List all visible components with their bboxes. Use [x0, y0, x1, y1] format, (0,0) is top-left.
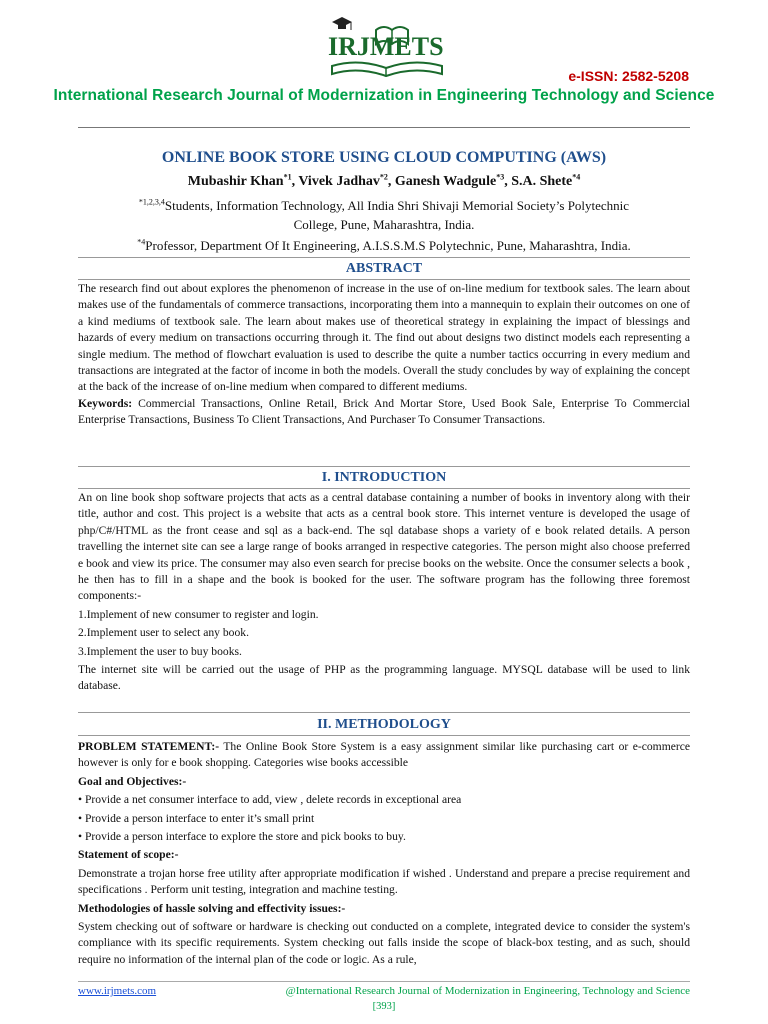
author-mark: *1 — [283, 172, 292, 182]
author-mark: *2 — [379, 172, 388, 182]
affiliation-students: $^{*1,2,3,4}$Students, Information Technology, All India Shri Shivaji Memorial Society’s Polytechnic College, Pune, Maharashtra, India. — [138, 197, 630, 232]
author-name: Mubashir Khan — [187, 174, 284, 189]
problem-label: PROBLEM STATEMENT:- — [78, 740, 220, 753]
header-divider — [78, 127, 690, 128]
scope-label: Statement of scope:- — [78, 848, 179, 862]
list-item: • Provide a person interface to explore the store and pick books to buy. — [78, 830, 406, 844]
affiliation-professor: $^{*4}$Professor, Department Of It Engineering, A.I.S.S.M.S Polytechnic, Pune, Maharashtra, India. — [137, 237, 631, 253]
author-list: Mubashir Khan$^{*1}$, Vivek Jadhav$^{*2}$, Ganesh Wadgule$^{*3}$, S.A. Shete$^{*4}$ — [187, 172, 581, 189]
author-mark: *4 — [572, 172, 581, 182]
list-item: 2.Implement user to select any book. — [78, 626, 249, 640]
author-name: Vivek Jadhav — [298, 174, 380, 189]
abstract-heading: ABSTRACT — [345, 261, 423, 276]
goals-label: Goal and Objectives:- — [78, 774, 187, 788]
author-name: S.A. Shete — [511, 174, 573, 189]
hassle-label: Methodologies of hassle solving and effectivity issues:- — [78, 901, 346, 915]
methodology-body — [78, 739, 690, 968]
website-link[interactable]: www.irjmets.com — [78, 985, 157, 997]
issn: e-ISSN: 2582-5208 — [568, 68, 689, 84]
hassle-text: System checking out of software or hardware is checking out conducted on a complete, integrated device to consider the system's compliance with its specific requirements. System checking out falls inside the scope of black-box testing, and as such, should require no information of the internal plan of the code or logic. As a rule, — [78, 920, 690, 966]
introduction-body — [78, 490, 690, 695]
journal-name: International Research Journal of Modernization in Engineering Technology and Science — [53, 87, 715, 104]
footer-divider — [78, 981, 690, 982]
intro-paragraph: The internet site will be carried out the usage of PHP as the programming language. MYSQL database will be used to link database. — [78, 663, 690, 693]
irjmets-logo — [318, 10, 458, 88]
author-name: Ganesh Wadgule — [394, 174, 497, 189]
intro-paragraph: An on line book shop software projects that acts as a central database containing a number of books in inventory along with their title, author and cost. This project is a website that acts as a central book store. This internet venture is developed the usage of php/C#/HTML as the front cease and sql as a back-end. The sql database shops a variety of e book related details. A person travelling the internet site can see a large range of books arranged in respective categories. The person might also choose preferred e book and view its price. The consumer may also even search for precise books on the website. Once the consumer selects a book , he then has to fill in a shape and the book is booked for the user. The software program has the following three foremost components:- — [78, 491, 690, 603]
methodology-heading: II. METHODOLOGY — [317, 717, 451, 732]
list-item: • Provide a person interface to enter it’s small print — [78, 811, 315, 825]
abstract-rule-top — [78, 257, 690, 258]
introduction-heading: I. INTRODUCTION — [321, 470, 447, 485]
affiliation-mark: *4 — [137, 237, 146, 247]
list-item: 3.Implement the user to buy books. — [78, 644, 242, 658]
keywords-label: Keywords: — [78, 396, 133, 410]
keywords-text: Commercial Transactions, Online Retail, Brick And Mortar Store, Used Book Sale, Enterprise To Commercial Enterprise Transactions, Business To Client Transactions, And Purchaser To Consumer Transactions. — [78, 396, 690, 427]
intro-rule-bottom — [78, 488, 690, 489]
logo-wordmark: IRJMETS — [328, 32, 444, 61]
list-item: 1.Implement of new consumer to register and login. — [78, 607, 319, 621]
keywords — [78, 396, 690, 429]
problem-text: The Online Book Store System is a easy assignment similar like purchasing cart or e-commerce however is only for e book shopping. Categories wise books accessible — [78, 740, 691, 770]
paper-title: ONLINE BOOK STORE USING CLOUD COMPUTING (AWS) — [161, 149, 607, 166]
affiliation-mark: *1,2,3,4 — [138, 197, 165, 207]
method-rule-bottom — [78, 735, 690, 736]
page-number: [393] — [372, 1001, 396, 1012]
problem-statement — [78, 739, 690, 772]
footer-copyright: @International Research Journal of Modernization in Engineering, Technology and Science — [285, 985, 690, 997]
abstract-rule-bottom — [78, 279, 690, 280]
abstract-text: The research find out about explores the phenomenon of increase in the use of on-line medium for textbook sales. The learn about makes use of the fundamentals of commerce transactions, incorporating them into a mannequin to explain their outcomes on one of a kind mediums of textbook sale. The learn about makes use of theoretical strategy in explaining the impact of blessings and hazards of every medium on transactions occurring through it. The find out about designs two distinct models each representing a single medium. The method of flowchart evaluation is used to describe the quite a number tactics occurring in every medium and transactions are integrated at the factor of income in both the models. Overall the study concludes by way of explaining the concept at the back of the increase of on-line medium when compared to different mediums. — [78, 282, 690, 394]
author-mark: *3 — [496, 172, 505, 182]
intro-rule-top — [78, 466, 690, 467]
method-rule-top — [78, 712, 690, 713]
list-item: • Provide a net consumer interface to add, view , delete records in exceptional area — [78, 793, 462, 807]
scope-text: Demonstrate a trojan horse free utility after appropriate modification if wished . Understand and prepare a precise requirement and specifications . Perform unit testing, integration and machine testing. — [78, 866, 690, 897]
abstract-body — [78, 281, 690, 429]
